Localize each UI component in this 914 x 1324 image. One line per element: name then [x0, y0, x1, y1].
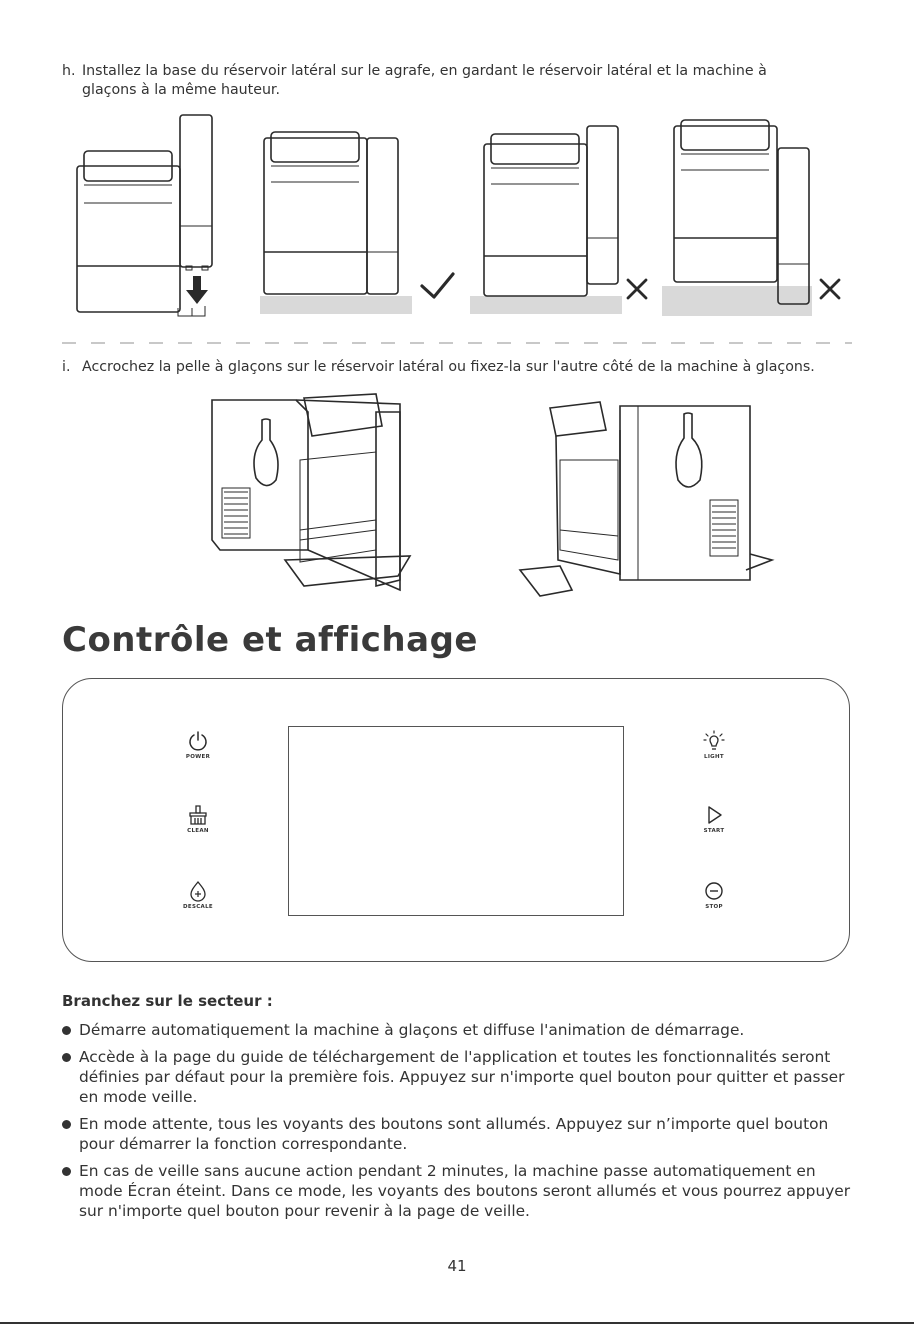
start-icon: [703, 804, 725, 826]
figure-scoop-on-machine-side: [212, 394, 410, 590]
bullet-item: En mode attente, tous les voyants des boutons sont allumés. Appuyez sur n’importe quel bouton pour démarrer la fonction correspondante.: [62, 1114, 862, 1154]
cross-icon: [628, 280, 646, 298]
power-button[interactable]: [168, 730, 228, 760]
light-button[interactable]: [684, 730, 744, 760]
arrow-down-icon: [186, 276, 208, 304]
start-label: START: [703, 828, 725, 834]
figure-tank-offset-wrong: [662, 120, 839, 316]
stop-button[interactable]: [684, 880, 744, 910]
step-h-text-line1: Installez la base du réservoir latéral sur le agrafe, en gardant le réservoir latéral et la machine à: [82, 63, 767, 79]
figure-tank-lowering: [77, 115, 212, 316]
stop-icon: [703, 880, 725, 902]
step-i-instruction: [62, 358, 862, 377]
page-number: 41: [447, 1257, 467, 1275]
figure-scoop-on-side-tank: [520, 402, 772, 596]
scoop-illustrations: [200, 390, 780, 610]
clean-label: CLEAN: [187, 828, 209, 834]
step-i-marker: i.: [62, 359, 71, 375]
start-button[interactable]: [684, 804, 744, 834]
display-screen: [288, 726, 624, 916]
light-label: LIGHT: [704, 754, 724, 760]
clean-button[interactable]: [168, 804, 228, 834]
figure-tank-lower-wrong: [470, 126, 646, 314]
power-section-title: Branchez sur le secteur :: [62, 992, 273, 1010]
stop-label: STOP: [705, 904, 723, 910]
descale-button[interactable]: [168, 880, 228, 910]
step-i-text: Accrochez la pelle à glaçons sur le réservoir latéral ou fixez-la sur l'autre côté de la machine à glaçons.: [82, 359, 815, 375]
power-icon: [188, 730, 208, 752]
step-h-text-line2: glaçons à la même hauteur.: [82, 82, 280, 98]
power-label: POWER: [185, 754, 211, 760]
clean-icon: [187, 804, 209, 826]
step-h-instruction: [62, 62, 862, 100]
step-h-marker: h.: [62, 63, 76, 79]
light-icon: [702, 730, 726, 752]
section-title: Contrôle et affichage: [62, 620, 478, 660]
cross-icon: [821, 280, 839, 298]
descale-icon: [187, 880, 209, 902]
bullet-item: En cas de veille sans aucune action pendant 2 minutes, la machine passe automatiquement en mode Écran éteint. Dans ce mode, les voyants des boutons seront allumés et vous pourrez appuyer sur n'importe quel bouton pour revenir à la page de veille.: [62, 1161, 862, 1221]
section-divider: [62, 342, 852, 344]
installation-illustrations: [62, 108, 852, 320]
bullet-item: Démarre automatiquement la machine à glaçons et diffuse l'animation de démarrage.: [62, 1020, 862, 1040]
check-icon: [422, 274, 453, 297]
figure-correct-alignment: [260, 132, 453, 314]
power-section-bullets: [62, 1020, 862, 1228]
descale-label: DESCALE: [183, 904, 213, 910]
bullet-item: Accède à la page du guide de téléchargement de l'application et toutes les fonctionnalités seront définies par défaut pour la première fois. Appuyez sur n'importe quel bouton pour quitter et passer en mode veille.: [62, 1047, 862, 1107]
